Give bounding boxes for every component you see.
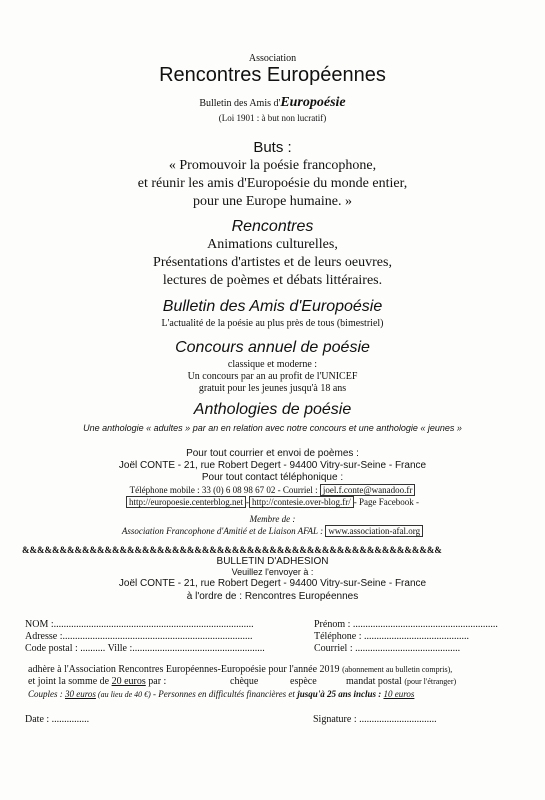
goals-text: [0, 157, 545, 211]
couples-note: (au lieu de 40 €): [95, 690, 151, 699]
pay-cheque-option[interactable]: chèque: [230, 676, 259, 687]
name-field[interactable]: NOM :................................................................................: [25, 619, 254, 630]
goals-line: pour une Europe humaine. »: [192, 194, 352, 209]
par-label: par :: [145, 676, 167, 687]
phone-heading: Pour tout contact téléphonique :: [201, 472, 344, 483]
reduced-rates-line: [28, 689, 414, 699]
encounters-line: Animations culturelles,: [207, 237, 338, 252]
bulletin-brand: Europoésie: [280, 95, 346, 110]
adhere-note: (abonnement au bulletin compris),: [342, 665, 453, 674]
amount-value: 20 euros: [111, 676, 146, 687]
member-label: Membre de :: [249, 514, 296, 524]
member-line: [0, 526, 545, 536]
payment-line: [28, 676, 166, 687]
youth-amount: 10 euros: [383, 689, 415, 699]
signature-field[interactable]: Signature : ...............................: [313, 714, 437, 725]
contest-line: classique et moderne :: [227, 359, 318, 370]
blog-link-2[interactable]: http://contesie.over-blog.fr/: [249, 496, 354, 508]
bulletin-subtitle: [0, 95, 545, 111]
encounters-line: Présentations d'artistes et de leurs oeuvres,: [153, 255, 392, 270]
phone-text: Téléphone mobile : 33 (0) 6 08 98 67 02 - Courriel :: [129, 485, 318, 495]
form-send-to: Veuillez l'envoyer à :: [231, 567, 314, 577]
encounters-title: Rencontres: [231, 218, 314, 235]
bulletin-text: L'actualité de la poésie au plus près de tous (bimestriel): [161, 318, 384, 329]
date-field[interactable]: Date : ...............: [25, 714, 90, 725]
legal-status: (Loi 1901 : à but non lucratif): [218, 113, 327, 123]
adhere-line: [28, 664, 452, 675]
email-link[interactable]: joel.f.conte@wanadoo.fr: [320, 484, 416, 496]
couples-label: Couples :: [28, 689, 65, 699]
goals-line: « Promouvoir la poésie francophone,: [168, 158, 377, 173]
contest-line: Un concours par an au profit de l'UNICEF: [187, 371, 358, 382]
mail-heading: Pour tout courrier et envoi de poèmes :: [186, 448, 359, 459]
contest-title: Concours annuel de poésie: [175, 339, 370, 356]
form-address: Joël CONTE - 21, rue Robert Degert - 94400 Vitry-sur-Seine - France: [118, 578, 427, 589]
facebook-label: - Page Facebook -: [353, 497, 419, 507]
address-field[interactable]: Adresse :............................................................................: [25, 631, 253, 642]
pay-cash-option[interactable]: espèce: [290, 676, 317, 687]
blog-separator: -: [245, 497, 249, 507]
youth-text: jusqu'à 25 ans inclus :: [297, 689, 382, 699]
reduced-text: - Personnes en difficultés financières et: [150, 689, 298, 699]
member-url-link[interactable]: www.association-afal.org: [325, 525, 423, 537]
firstname-field[interactable]: Prénom : ..........................................................: [314, 619, 498, 630]
pay-postal-option[interactable]: [346, 676, 456, 687]
contact-address: Joël CONTE - 21, rue Robert Degert - 94400 Vitry-sur-Seine - France: [118, 460, 427, 471]
phone-line: [0, 485, 545, 495]
joint-prefix: et joint la somme de: [28, 676, 112, 687]
phone-field[interactable]: Téléphone : ..........................................: [314, 631, 469, 642]
separator-line: &&&&&&&&&&&&&&&&&&&&&&&&&&&&&&&&&&&&&&&&&&&&&&&&&&&&&&&&: [22, 545, 442, 555]
blog-link-1[interactable]: http://europoesie.centerblog.net: [126, 496, 246, 508]
goals-line: et réunir les amis d'Europoésie du monde entier,: [137, 176, 408, 191]
adhere-text: adhère à l'Association Rencontres Européennes-Europoésie pour l'année 2019: [28, 664, 340, 675]
member-org: Association Francophone d'Amitié et de Liaison AFAL :: [121, 526, 324, 536]
bulletin-prefix: Bulletin des Amis d': [199, 98, 281, 109]
form-title: BULLETIN D'ADHESION: [216, 556, 329, 567]
form-payable: à l'ordre de : Rencontres Européennes: [186, 591, 359, 602]
encounters-text: [0, 236, 545, 290]
postal-city-field[interactable]: Code postal : .......... Ville :.....................................................: [25, 643, 265, 654]
pay-postal-label: mandat postal: [346, 676, 402, 687]
encounters-line: lectures de poèmes et débats littéraires.: [162, 273, 383, 288]
anthologies-text: Une anthologie « adultes » par an en relation avec notre concours et une anthologie « jeunes »: [83, 423, 462, 433]
bulletin-title: Bulletin des Amis d'Europoésie: [162, 298, 383, 315]
org-name: Rencontres Européennes: [159, 64, 386, 86]
email-field[interactable]: Courriel : ..........................................: [314, 643, 461, 654]
contest-line: gratuit pour les jeunes jusqu'à 18 ans: [198, 383, 347, 394]
association-label: Association: [248, 53, 297, 64]
blog-line: [0, 497, 545, 507]
contest-text: [0, 359, 545, 395]
pay-postal-note: (pour l'étranger): [404, 677, 457, 686]
anthologies-title: Anthologies de poésie: [193, 401, 352, 418]
goals-title: Buts :: [253, 139, 292, 156]
couples-amount: 30 euros: [65, 689, 96, 699]
